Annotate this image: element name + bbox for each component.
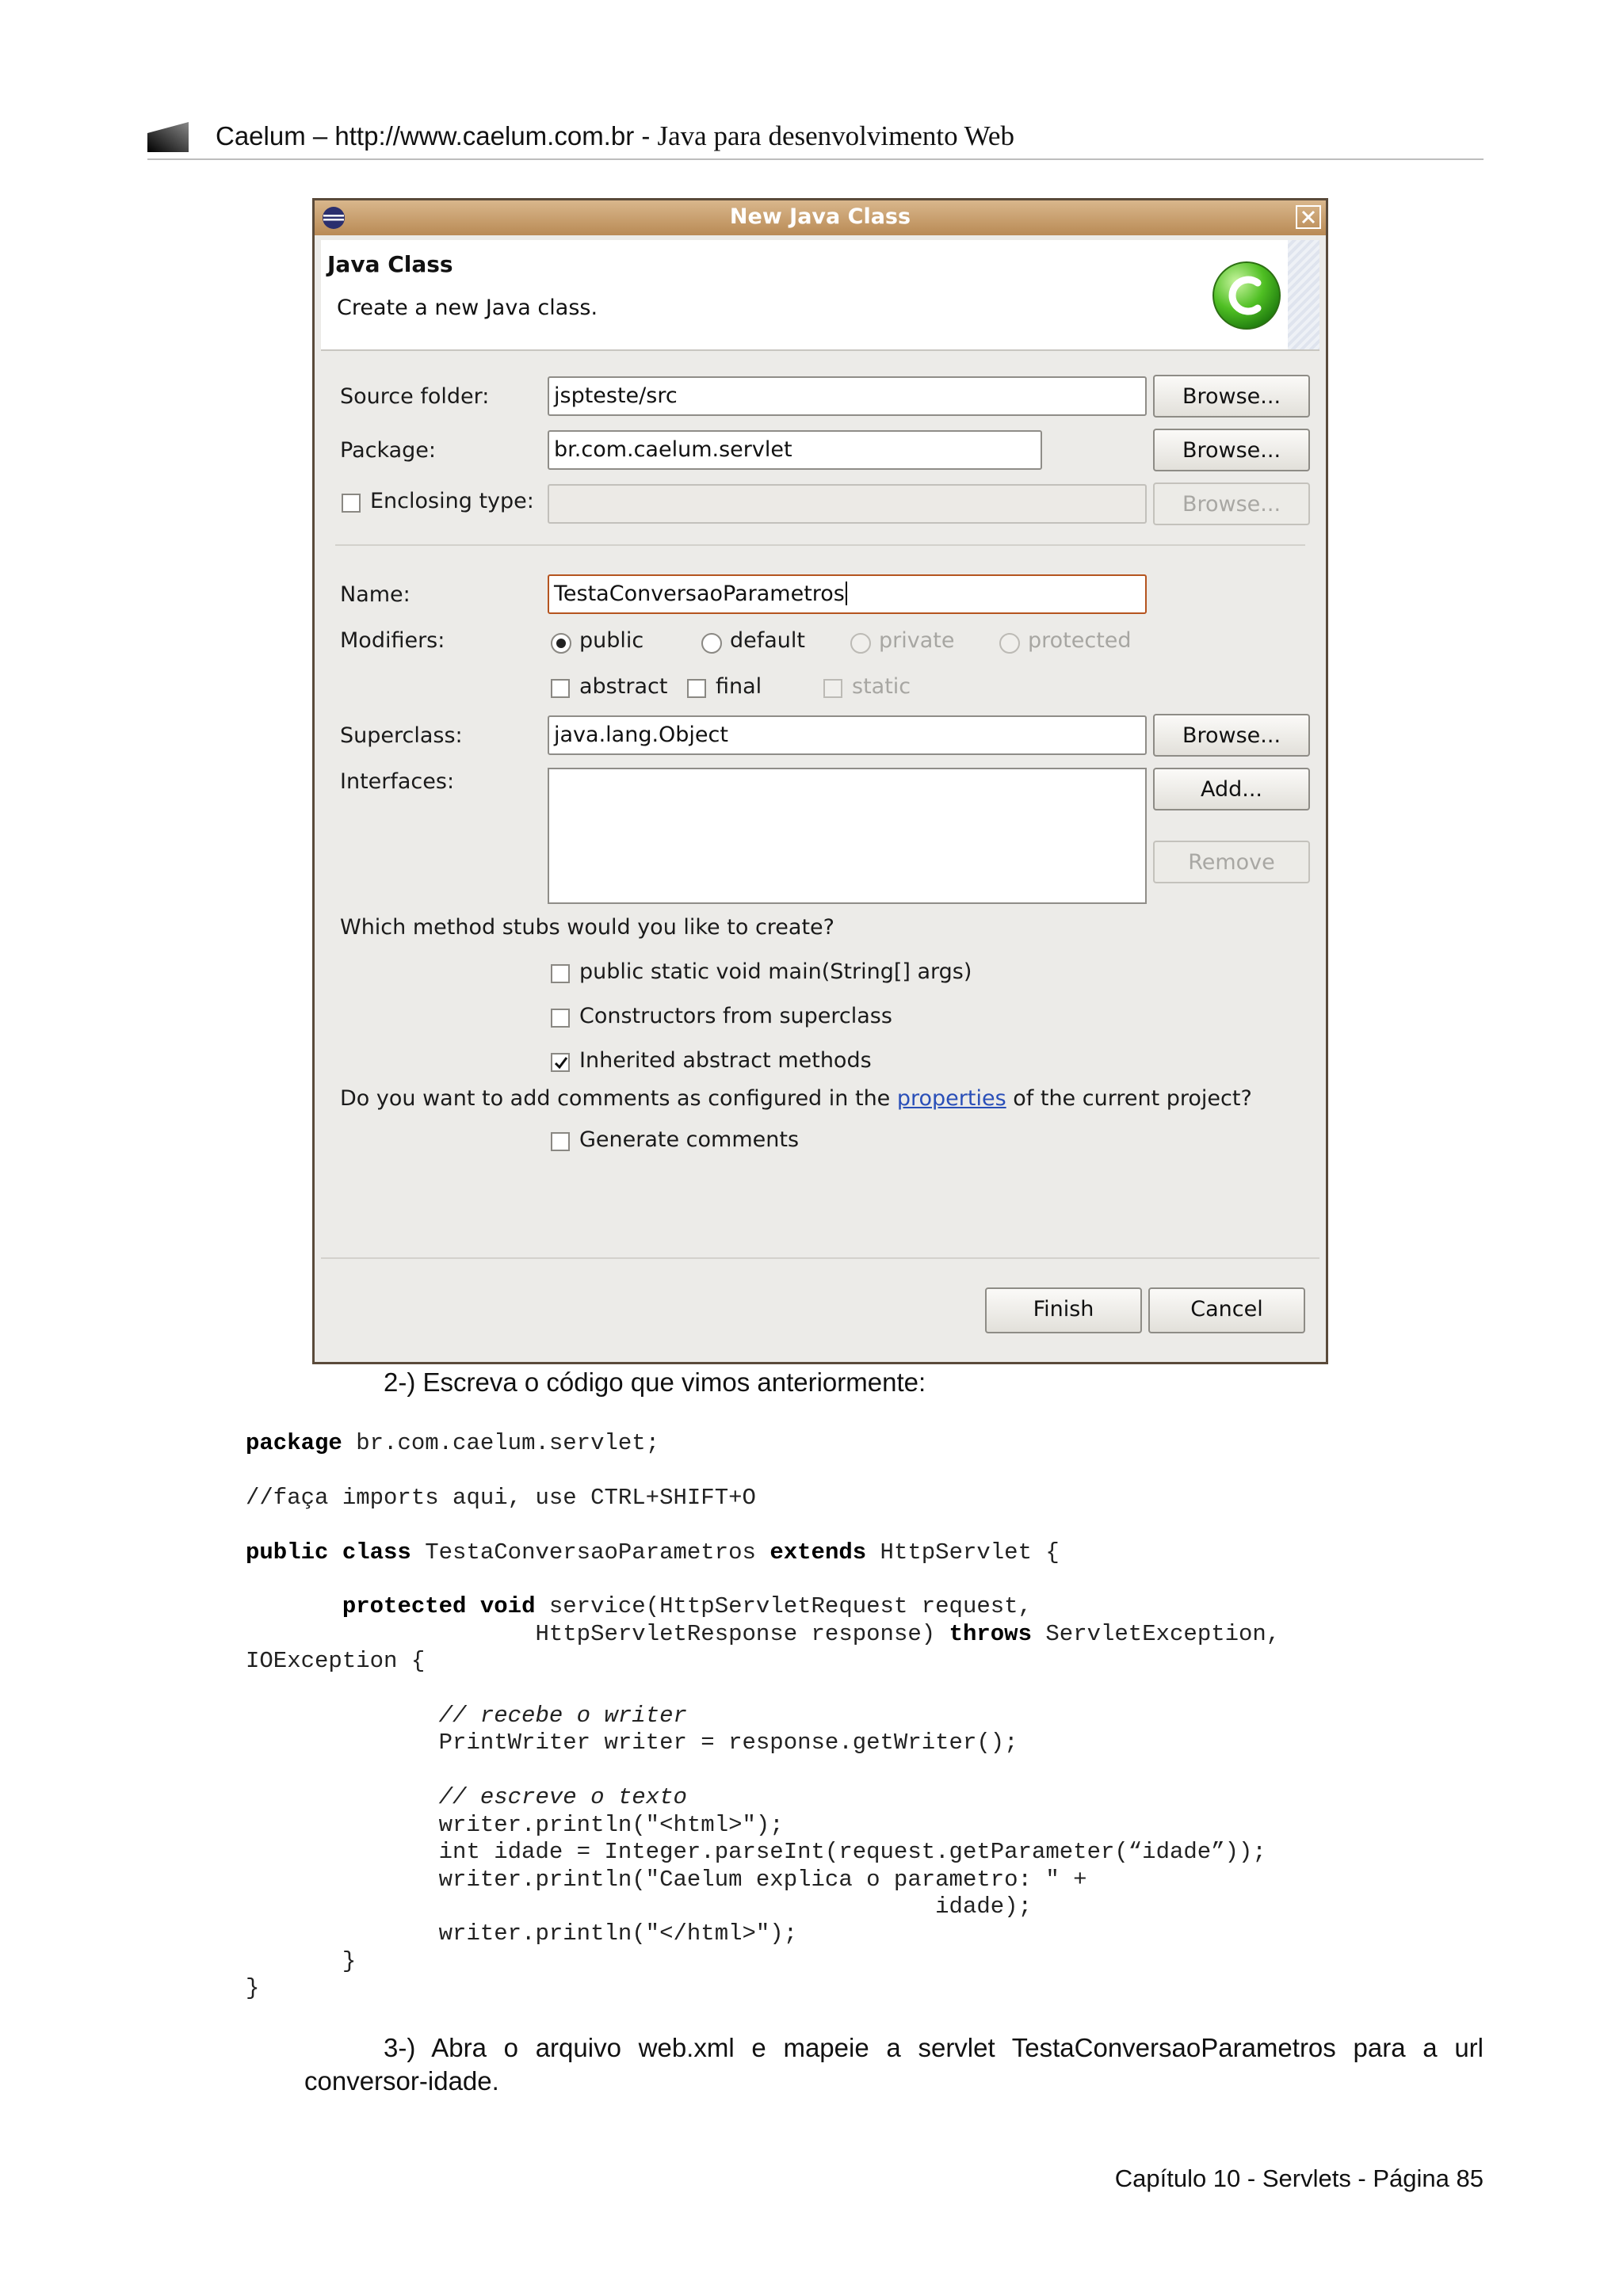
generate-comments-label: Generate comments <box>579 1127 800 1152</box>
generate-comments-checkbox[interactable] <box>551 1132 570 1151</box>
enclosing-type-label: Enclosing type: <box>370 489 534 513</box>
final-label: final <box>716 674 762 699</box>
browse-superclass-button[interactable]: Browse... <box>1153 714 1310 757</box>
header-text: Caelum – http://www.caelum.com.br - Java para desenvolvimento Web <box>216 120 1014 151</box>
add-interface-button[interactable]: Add... <box>1153 768 1310 810</box>
remove-interface-button[interactable]: Remove <box>1153 841 1310 883</box>
finish-button[interactable]: Finish <box>985 1287 1142 1333</box>
final-checkbox[interactable] <box>687 679 706 698</box>
comments-question: Do you want to add comments as configured in the properties of the current project? <box>340 1086 1252 1111</box>
cancel-button[interactable]: Cancel <box>1148 1287 1305 1333</box>
code-listing: package br.com.caelum.servlet; //faça imports aqui, use CTRL+SHIFT+O public class TestaConversaoParametros extends HttpServlet { protected void service(HttpServletRequest request, HttpServletResponse response) throws ServletException, IOException { // recebe o writer PrintWriter writer = response.getWriter(); // escreve o texto writer.println("<html>"); int idade = Integer.parseInt(request.getParameter(“idade”)); writer.println("Caelum explica o parametro: " + idade); writer.println("</html>"); } } <box>246 1430 1281 2002</box>
protected-label: protected <box>1028 628 1132 653</box>
browse-enclosing-button[interactable]: Browse... <box>1153 482 1310 525</box>
name-label: Name: <box>340 582 411 607</box>
properties-link[interactable]: properties <box>896 1086 1006 1111</box>
method-stubs-question: Which method stubs would you like to create? <box>340 915 834 940</box>
enclosing-type-input[interactable] <box>548 484 1147 524</box>
dialog-title: New Java Class <box>729 204 911 229</box>
step-3-text-line1: 3-) Abra o arquivo web.xml e mapeie a servlet TestaConversaoParametros para a url <box>384 2033 1484 2062</box>
page-header <box>147 117 1484 160</box>
package-label: Package: <box>340 438 437 463</box>
footer-separator <box>321 1257 1319 1259</box>
close-icon <box>1301 210 1316 224</box>
default-radio[interactable] <box>701 633 722 654</box>
abstract-checkbox[interactable] <box>551 679 570 698</box>
interfaces-label: Interfaces: <box>340 769 455 794</box>
default-label: default <box>730 628 806 653</box>
protected-radio[interactable] <box>999 633 1020 654</box>
dialog-titlebar <box>315 200 1326 235</box>
dialog-banner <box>321 240 1319 351</box>
inherited-stub-checkbox[interactable] <box>551 1053 570 1072</box>
superclass-label: Superclass: <box>340 723 463 748</box>
browse-source-folder-button[interactable]: Browse... <box>1153 375 1310 418</box>
browse-package-button[interactable]: Browse... <box>1153 429 1310 471</box>
constructors-stub-checkbox[interactable] <box>551 1009 570 1028</box>
checkmark-icon <box>552 1055 570 1072</box>
abstract-label: abstract <box>579 674 668 699</box>
main-stub-checkbox[interactable] <box>551 964 570 983</box>
private-label: private <box>879 628 955 653</box>
banner-heading: Java Class <box>327 251 453 277</box>
main-stub-label: public static void main(String[] args) <box>579 959 972 984</box>
inherited-stub-label: Inherited abstract methods <box>579 1048 872 1073</box>
static-label: static <box>852 674 911 699</box>
source-folder-label: Source folder: <box>340 384 490 409</box>
modifiers-label: Modifiers: <box>340 628 445 653</box>
enclosing-type-checkbox[interactable] <box>342 494 361 513</box>
close-button[interactable] <box>1296 205 1321 229</box>
step-3-text-line2: conversor-idade. <box>304 2066 499 2096</box>
private-radio[interactable] <box>850 633 871 654</box>
package-input[interactable]: br.com.caelum.servlet <box>548 430 1042 470</box>
java-class-wizard-icon <box>1209 257 1285 334</box>
public-label: public <box>579 628 644 653</box>
superclass-input[interactable]: java.lang.Object <box>548 715 1147 755</box>
new-java-class-dialog <box>312 198 1328 1364</box>
constructors-stub-label: Constructors from superclass <box>579 1004 892 1028</box>
page-footer: Capítulo 10 - Servlets - Página 85 <box>1114 2164 1484 2192</box>
caelum-logo-icon <box>147 122 189 152</box>
name-input[interactable]: TestaConversaoParametros <box>548 574 1147 614</box>
interfaces-list[interactable] <box>548 768 1147 904</box>
public-radio[interactable] <box>551 633 571 654</box>
separator <box>335 544 1305 546</box>
banner-subheading: Create a new Java class. <box>337 296 598 320</box>
static-checkbox[interactable] <box>823 679 842 698</box>
banner-decoration <box>1288 240 1319 349</box>
step-2-text: 2-) Escreva o código que vimos anteriormente: <box>384 1367 926 1397</box>
source-folder-input[interactable]: jspteste/src <box>548 376 1147 416</box>
